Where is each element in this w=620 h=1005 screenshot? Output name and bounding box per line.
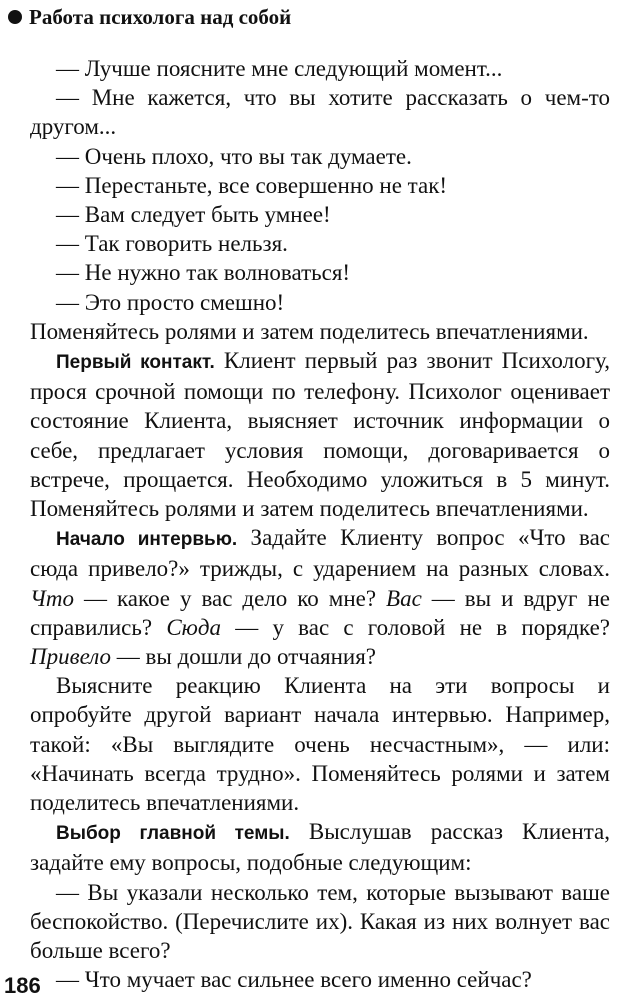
- emphasis: Вас: [386, 585, 422, 611]
- dialogue-line: — Вы указали несколько тем, которые вызывают ваше беспокойство. (Перечислите их). Какая из них волнует вас больше всего?: [30, 879, 610, 964]
- dialogue-line: — Так говорить нельзя.: [56, 231, 288, 257]
- paragraph-interview-start: [30, 523, 610, 671]
- dialogue-line: — Перестаньте, все совершенно не так!: [56, 172, 448, 198]
- page-body: [30, 54, 610, 995]
- emphasis: Привело: [30, 644, 112, 670]
- dialogue-line: — Не нужно так волноваться!: [56, 260, 351, 286]
- paragraph-text: — вы и вдруг не справились?: [30, 585, 610, 640]
- paragraph-text: Выслушав рассказ Клиента, задайте ему вопросы, подобные следующим:: [30, 819, 610, 876]
- running-header-title: Работа психолога над собой: [29, 4, 292, 29]
- bullet-icon: [8, 10, 22, 24]
- emphasis: Что: [30, 585, 74, 611]
- paragraph-first-contact: [30, 346, 610, 523]
- dialogue-line: — Лучше поясните мне следующий момент...: [56, 56, 503, 81]
- paragraph-text: — какое у вас дело ко мне?: [73, 585, 387, 611]
- paragraph-text: Задайте Клиенту вопрос «Что вас сюда привело?» трижды, с ударением на разных словах.: [30, 525, 610, 582]
- dialogue-line: — Мне кажется, что вы хотите рассказать о чем-то другом...: [30, 85, 610, 140]
- paragraph-text: — вы дошли до отчаяния?: [111, 644, 377, 670]
- dialogue-line: — Очень плохо, что вы так думаете.: [56, 143, 412, 169]
- paragraph-text: Клиент первый раз звонит Психологу, прося срочной помощи по телефону. Психолог оценивает состояние Клиента, выясняет источник информации о себе, предлагает условия помощи, договаривается о встрече, прощается. Необходимо уложиться в 5 минут. Поменяйтесь ролями и затем поделитесь впечатлениями.: [30, 348, 610, 522]
- section-heading: Первый контакт.: [56, 352, 215, 374]
- paragraph-main-theme: [30, 817, 610, 877]
- section-heading: Выбор главной темы.: [56, 823, 290, 845]
- page-number: 186: [4, 973, 41, 998]
- dialogue-line: — Вам следует быть умнее!: [56, 202, 331, 228]
- paragraph-text: — у вас с головой не в порядке?: [221, 614, 610, 640]
- paragraph: Поменяйтесь ролями и затем поделитесь впечатлениями.: [30, 318, 589, 344]
- dialogue-line: — Это просто смешно!: [56, 289, 285, 315]
- paragraph: Выясните реакцию Клиента на эти вопросы и опробуйте другой вариант начала интервью. Например, такой: «Вы выглядите очень несчастным», — или: «Начинать всегда трудно». Поменяйтесь ролями и затем поделитесь впечатлениями.: [30, 673, 610, 816]
- running-header: [8, 2, 291, 32]
- emphasis: Сюда: [166, 614, 222, 640]
- section-heading: Начало интервью.: [56, 529, 238, 551]
- dialogue-line: — Что мучает вас сильнее всего именно сейчас?: [56, 967, 532, 993]
